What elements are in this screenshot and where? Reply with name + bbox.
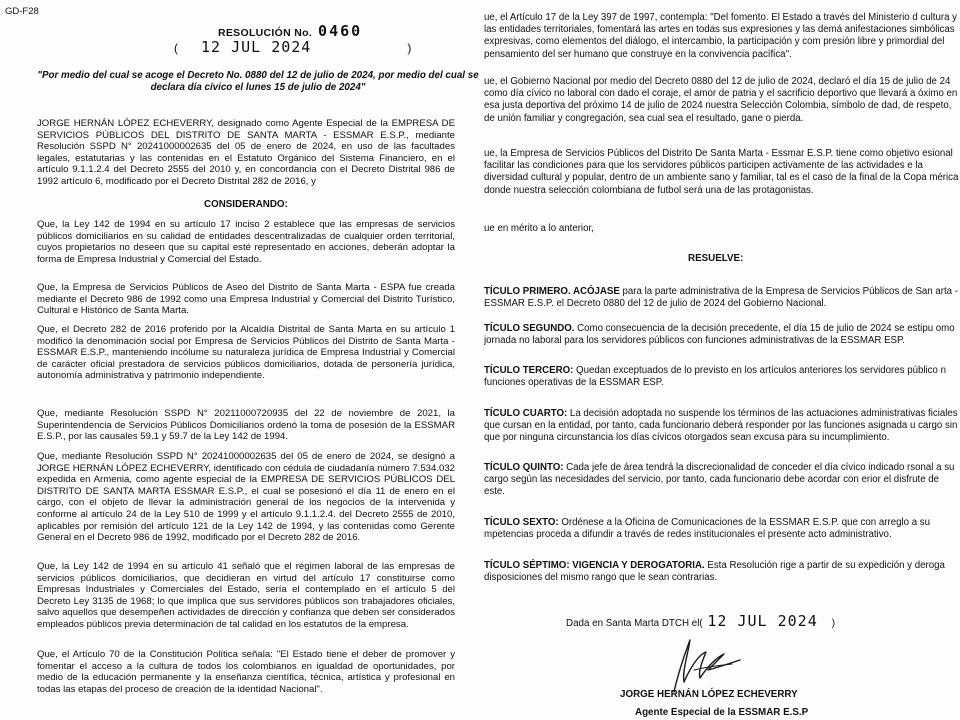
resuelve-heading: RESUELVE: xyxy=(688,253,744,264)
article-item xyxy=(484,560,960,584)
article-item xyxy=(484,286,960,310)
document-code: GD-F28 xyxy=(5,6,39,17)
article-title: TÍCULO SEGUNDO. xyxy=(484,323,575,334)
right-paragraph: ue en mérito a lo anterior, xyxy=(484,223,594,234)
article-title: TÍCULO QUINTO: xyxy=(484,462,564,473)
article-text: Esta Resolución rige a partir de su expedición y deroga disposiciones del mismo rango que le sean contrarias. xyxy=(484,560,945,584)
right-page xyxy=(484,0,960,720)
article-title: TÍCULO CUARTO: xyxy=(484,408,568,419)
article-title: TÍCULO SÉPTIMO: VIGENCIA Y DEROGATORIA. xyxy=(484,560,705,571)
article-item xyxy=(484,462,960,499)
considerando-paragraph: Que, la Empresa de Servicios Públicos de Aseo del Distrito de Santa Marta - ESPA fue creada mediante el Decreto 986 de 1992 como una Empresa Industrial y Comercial del Distrito Turístico, Cultural e Histórico de Santa Marta. xyxy=(37,282,455,317)
considerando-heading: CONSIDERANDO: xyxy=(204,199,288,210)
date-paren-close: ) xyxy=(407,41,413,55)
right-paragraph: ue, el Gobierno Nacional por medio del Decreto 0880 del 12 de julio de 2024, declaró el día 15 de julio de 24 como día cívico no laboral con dado el coraje, el amor de patria y el sacrificio deportivo que llevará a óximo en esa justa deportiva del próximo 14 de julio de 2024 nuestra Selección Colombia, símbolo de dad, de respeto, de unión familiar y congregación, sea cual sea el resultado, gane o pierda. xyxy=(484,76,958,124)
closing-paren-close: ) xyxy=(831,618,836,629)
article-title: TÍCULO SEXTO: xyxy=(484,517,559,528)
article-text: Como consecuencia de la decisión precedente, el día 15 de julio de 2024 se estipu omo jornada no laboral para los servidores públicos con funciones administrativas de la ESSMAR ESP. xyxy=(484,323,955,347)
right-paragraph: ue, la Empresa de Servicios Públicos del Distrito De Santa Marta - Essmar E.S.P. tiene como objetivo esional facilitar las condiciones para que los servidores públicos participen activamente de las actividades e la diversidad cultural y popular, dentro de un ambiente sano y familiar, tal es el caso de la final de la Copa mérica donde nuestra selección colombiana de futbol será una de las protagonistas. xyxy=(484,148,959,196)
considerando-paragraph: Que, mediante Resolución SSPD N° 20241000002635 del 05 de enero de 2024, se designó a JORGE HERNÁN LÓPEZ ECHEVERRY, identificado con cédula de ciudadanía número 7.534.032 expedida en Armenia, como agente especial de la EMPRESA DE SERVICIOS PÚBLICOS DEL DISTRITO DE SANTA MARTA ESSMAR E.S.P., el cual se posesionó el día 11 de enero en el cargo, con el objeto de llevar la administración general de los negocios de la intervenida y conforme al artículo 24 de la Ley 510 de 1999 y el artículo 9.1.1.2.4. del Decreto 2555 de 2010, aplicables por remisión del artículo 121 de la Ley 142 de 1994, y las contenidas como Gerente General en el Decreto 986 de 1992, modificado por el Decreto 282 de 2016. xyxy=(37,451,455,544)
article-item xyxy=(484,323,960,347)
signer-name: JORGE HERNÁN LÓPEZ ECHEVERRY xyxy=(620,689,798,700)
resolution-date: 12 JUL 2024 xyxy=(201,38,312,56)
article-item xyxy=(484,517,960,541)
article-title: TÍCULO PRIMERO. ACÓJASE xyxy=(484,286,620,297)
considerando-paragraph: Que, mediante Resolución SSPD N° 20211000720935 del 22 de noviembre de 2021, la Superintendencia de Servicios Públicos Domiciliarios ordenó la toma de posesión de la ESSMAR E.S.P., por las causales 59.1 y 59.7 de la Ley 142 de 1994. xyxy=(37,408,455,443)
article-title: TÍCULO TERCERO: xyxy=(484,365,574,376)
closing-paren-open: ( xyxy=(699,618,703,629)
article-text: Cada jefe de área tendrá la discrecionalidad de conceder el día cívico indicado rsonal a su cargo según las necesidades del servicio, por tanto, cada funcionario debe acordar con erior el disfrute de este. xyxy=(484,462,955,498)
opening-paragraph: JORGE HERNÁN LÓPEZ ECHEVERRY, designado como Agente Especial de la EMPRESA DE SERVICIOS PÚBLICOS DEL DISTRITO DE SANTA MARTA - ESSMAR E.S.P., mediante Resolución SSPD N° 20241000002635 del 05 de enero de 2024, en uso de las facultades legales, estatutarias y las contenidas en el Estatuto Orgánico del Sistema Financiero, en el artículo 9.1.1.2.4 del Decreto 2555 del 2010 y, en concordancia con el Decreto Distrital 986 de 1992 artículo 6, modificado por el Decreto Distrital 282 de 2016, y xyxy=(37,118,455,187)
article-text: para la parte administrativa de la Empresa de Servicios Públicos de San arta - ESSMAR E.S.P. el Decreto 0880 del 12 de julio de 2024 del Gobierno Nacional. xyxy=(484,286,958,310)
considerando-paragraph: Que, la Ley 142 de 1994 en su artículo 41 señaló que el régimen laboral de las empresas de servicios públicos domiciliarios, que decidieran en virtud del artículo 17 constituirse como Empresas Industriales y Comerciales del Estado, sería el contemplado en el artículo 5 del Decreto Ley 3135 de 1968; lo que implica que sus servidores públicos son trabajadores oficiales, salvo aquellos que desempeñen actividades de dirección y confianza que deben ser considerados empleados públicos previa determinación de tal calidad en los estatutos de la empresa. xyxy=(37,561,455,630)
right-paragraph: ue, el Artículo 17 de la Ley 397 de 1997, contempla: "Del fomento. El Estado a través del Ministerio d cultura y las entidades territoriales, fomentará las artes en todas sus expresiones y las demá anifestaciones simbólicas expresivas, como elementos del diálogo, el intercambio, la participación y com presión libre y primordial del pensamiento del ser humano que construye en la convivencia pacífica". xyxy=(484,12,958,60)
signer-role: Agente Especial de la ESSMAR E.S.P xyxy=(635,707,809,718)
article-item xyxy=(484,408,960,445)
article-item xyxy=(484,365,960,389)
article-text: La decisión adoptada no suspende los términos de las actuaciones administrativas ficiales que cursan en la entidad, por tanto, cada funcionario deberá responder por las funciones asignada u cargo sin que por ninguna circunstancia los días cívicos otorgados sean excusa para su incumplimiento. xyxy=(484,408,958,444)
article-text: Quedan exceptuados de lo previsto en los artículos anteriores los servidores público n funciones operativas de la ESSMAR ESP. xyxy=(484,365,946,389)
article-text: Ordénese a la Oficina de Comunicaciones de la ESSMAR E.S.P. que con arreglo a su mpetencias proceda a difundir a través de redes institucionales el presente acto administrativo. xyxy=(484,517,931,541)
resolution-label: RESOLUCIÓN No. xyxy=(218,27,313,39)
resolution-subject: "Por medio del cual se acoge el Decreto No. 0880 del 12 de julio de 2024, por medio del cual se declara día cívico el lunes 15 de julio de 2024" xyxy=(37,70,479,93)
closing-text: Dada en Santa Marta DTCH el xyxy=(566,618,700,629)
resolution-date-line xyxy=(174,38,412,56)
handwritten-signature xyxy=(654,634,764,696)
closing-date: 12 JUL 2024 xyxy=(707,612,818,630)
considerando-paragraph: Que, la Ley 142 de 1994 en su artículo 17 inciso 2 establece que las empresas de servicios públicos domiciliarios en su calidad de entidades descentralizadas de cualquier orden territorial, cuyos propietarios no deseen que su capital esté representado en acciones, deberán adoptar la forma de Empresa Industrial y Comercial del Estado. xyxy=(37,219,455,265)
closing-date-line xyxy=(566,612,835,630)
considerando-paragraph: Que, el Decreto 282 de 2016 proferido por la Alcaldía Distrital de Santa Marta en su artículo 1 modificó la denominación social por Empresa de Servicios Públicos del Distrito de Santa Marta - ESSMAR E.S.P., manteniendo incólume su naturaleza jurídica de Empresa Industrial y Comercial de carácter oficial prestadora de servicios públicos domiciliarios, dotada de personería jurídica, autonomía administrativa y patrimonio independiente. xyxy=(37,324,455,382)
date-paren-open: ( xyxy=(174,41,179,55)
considerando-paragraph: Que, el Artículo 70 de la Constitución Política señala: "El Estado tiene el deber de promover y fomentar el acceso a la cultura de todos los colombianos en igualdad de oportunidades, por medio de la educación permanente y la enseñanza científica, técnica, artística y profesional en todas las etapas del proceso de creación de la identidad Nacional". xyxy=(37,649,455,695)
resolution-number: 0460 xyxy=(318,22,363,40)
